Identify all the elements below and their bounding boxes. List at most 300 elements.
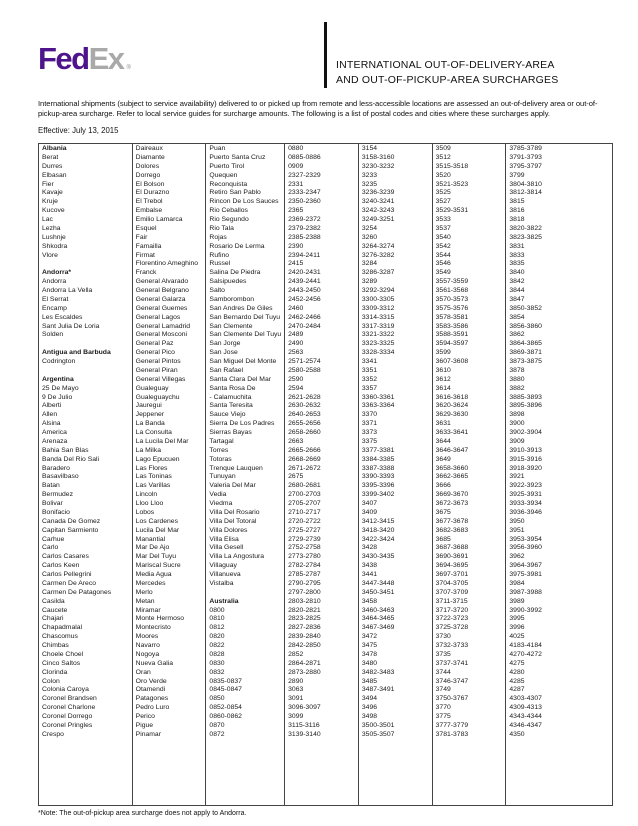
table-cell: Mercedes xyxy=(135,579,166,587)
table-cell: Fair xyxy=(135,233,148,241)
table-cell: 3694-3695 xyxy=(435,562,469,570)
table-cell: 2630-2632 xyxy=(288,402,321,410)
country-heading: Antigua and Barbuda xyxy=(42,349,111,357)
table-cell: 3915-3916 xyxy=(509,455,542,463)
table-cell: 3352 xyxy=(361,375,378,383)
table-cell: Canada De Gomez xyxy=(42,517,101,525)
table-cell: El Trebol xyxy=(135,198,163,206)
table-cell: 3781-3783 xyxy=(435,730,469,738)
table-cell: 0832 xyxy=(209,668,225,676)
table-cell: Nogoya xyxy=(135,650,160,658)
table-cell: Villa Dolores xyxy=(209,526,248,534)
table-cell: Jeppener xyxy=(135,411,165,419)
table-cell: Los Cardenes xyxy=(135,517,178,525)
table-cell: Bonifacio xyxy=(42,508,70,516)
table-cell: Rosario De Lerma xyxy=(209,242,265,250)
table-cell: 3441 xyxy=(361,571,378,578)
table-cell: 3467-3469 xyxy=(361,624,395,632)
table-cell: Solden xyxy=(42,331,64,339)
table-cell: 3091 xyxy=(288,695,304,703)
table-cell: El Durazno xyxy=(135,189,170,197)
table-cell: 2590 xyxy=(288,375,304,383)
table-cell: 4309-4313 xyxy=(509,704,542,712)
table-cell: 3363-3364 xyxy=(361,402,395,410)
table-cell: 3675 xyxy=(435,508,451,516)
table-cell: 3616-3618 xyxy=(435,393,469,401)
table-cell: 3918-3920 xyxy=(509,464,542,472)
table-cell: Puerto Santa Cruz xyxy=(209,153,266,161)
table-cell: 3240-3241 xyxy=(361,198,395,206)
table-cell: 3956-3960 xyxy=(509,544,542,552)
table-cell: 2773-2780 xyxy=(288,553,321,561)
table-cell: 2710-2717 xyxy=(288,508,321,516)
table-cell: 3990-3992 xyxy=(509,606,542,614)
table-cell: Chimbas xyxy=(42,642,69,649)
table-column-5 xyxy=(358,144,432,805)
table-cell: Pigue xyxy=(135,721,154,729)
table-cell: Firmat xyxy=(135,251,155,259)
table-cell: Moores xyxy=(135,633,159,641)
table-cell: Carlos Casares xyxy=(42,553,89,561)
table-cell: Alsina xyxy=(42,420,61,428)
table-cell: 3276-3282 xyxy=(361,251,395,259)
table-cell: Carmen De Patagones xyxy=(42,588,112,596)
table-cell: 3658-3660 xyxy=(435,464,469,472)
table-cell: 3869-3871 xyxy=(509,349,542,357)
table-cell: 3371 xyxy=(361,420,378,428)
table-cell: 3487-3491 xyxy=(361,686,395,694)
table-cell: Santa Teresita xyxy=(209,402,253,410)
table-cell: 3770 xyxy=(435,704,451,712)
table-cell: San Bernardo Del Tuyu xyxy=(209,313,281,321)
table-cell: La Consulta xyxy=(135,429,172,436)
table-cell: San Rafael xyxy=(209,366,244,374)
table-cell: Emilio Lamarca xyxy=(135,216,183,223)
table-cell: 2752-2758 xyxy=(288,544,321,552)
table-cell: Villa Del Rosario xyxy=(209,508,260,516)
table-cell: 3847 xyxy=(509,295,525,303)
table-cell: Banda Del Rio Sali xyxy=(42,455,100,463)
table-cell: 3549 xyxy=(435,269,451,277)
table-cell: Esquel xyxy=(135,224,157,232)
table-cell: Basavilbaso xyxy=(42,473,79,481)
table-cell: Santa Rosa De xyxy=(209,384,256,392)
table-cell: Shkodra xyxy=(42,242,68,250)
table-cell: Coronel Dorrego xyxy=(42,713,93,720)
table-cell: Salto xyxy=(209,287,225,294)
table-cell: 3785-3789 xyxy=(509,145,542,152)
table-cell: 3561-3568 xyxy=(435,287,469,294)
table-cell: 3230-3232 xyxy=(361,162,395,170)
table-cell: 2594 xyxy=(288,384,304,392)
table-cell: Andorra xyxy=(42,278,67,286)
table-cell: 2803-2810 xyxy=(288,597,321,605)
table-cell: 3717-3720 xyxy=(435,606,469,614)
table-cell: 3570-3573 xyxy=(435,295,469,303)
table-cell: 3317-3319 xyxy=(361,322,395,330)
table-cell: Elbasan xyxy=(42,171,67,179)
table-cell: 3812-3814 xyxy=(509,189,542,197)
table-cell: 3447-3448 xyxy=(361,579,395,587)
table-cell: Gualeguaychu xyxy=(135,393,180,401)
table-cell: 3730 xyxy=(435,633,451,641)
table-cell: 9 De Julio xyxy=(42,393,73,401)
table-cell: 3722-3723 xyxy=(435,615,469,623)
table-cell: Las Toninas xyxy=(135,473,172,481)
table-cell: 2621-2628 xyxy=(288,393,321,401)
table-cell: 3795-3797 xyxy=(509,162,542,170)
table-cell: 3249-3251 xyxy=(361,216,395,223)
table-cell: 3614 xyxy=(435,384,451,392)
table-cell: 3460-3463 xyxy=(361,606,395,614)
table-cell: 2790-2795 xyxy=(288,579,321,587)
table-cell: Mar De Ajo xyxy=(135,544,170,552)
table-cell: 3096-3097 xyxy=(288,704,321,712)
table-cell: Famailla xyxy=(135,242,162,250)
table-cell: 3610 xyxy=(435,366,451,374)
table-cell: 3377-3381 xyxy=(361,446,395,454)
table-cell: 3735 xyxy=(435,650,451,658)
table-cell: 25 De Mayo xyxy=(42,384,79,392)
table-cell: 3399-3402 xyxy=(361,491,395,499)
table-cell: 2385-2388 xyxy=(288,233,321,241)
table-cell: 2489 xyxy=(288,331,304,339)
table-cell: 2852 xyxy=(288,650,304,658)
table-cell: 3995 xyxy=(509,615,525,623)
table-cell: Bahia San Blas xyxy=(42,446,89,454)
table-cell: Choele Choel xyxy=(42,650,84,658)
table-cell: 3438 xyxy=(361,562,378,570)
table-cell: 3236-3239 xyxy=(361,189,395,197)
table-cell: 2675 xyxy=(288,473,304,481)
table-cell: 4285 xyxy=(509,677,525,685)
table-cell: 3909 xyxy=(509,437,525,445)
table-cell: 3498 xyxy=(361,713,378,720)
table-cell: San Andres De Giles xyxy=(209,304,273,312)
table-cell: 3063 xyxy=(288,686,304,694)
table-column-7 xyxy=(505,144,612,805)
table-cell: 3682-3683 xyxy=(435,526,469,534)
page-title xyxy=(336,58,596,88)
table-cell: 0830 xyxy=(209,659,225,667)
logo-ex-text: Ex xyxy=(88,41,124,76)
table-cell: 2782-2784 xyxy=(288,562,321,570)
table-cell: 3725-3728 xyxy=(435,624,469,632)
table-cell: General Piran xyxy=(135,366,178,374)
table-cell: Colon xyxy=(42,677,60,685)
table-cell: El Bolson xyxy=(135,180,165,188)
table-cell: General Lamadrid xyxy=(135,322,191,330)
table-cell: 2729-2739 xyxy=(288,535,321,543)
table-cell: 3373 xyxy=(361,429,378,436)
country-heading: Andorra* xyxy=(42,269,72,277)
table-cell: 3422-3424 xyxy=(361,535,395,543)
footnote: *Note: The out-of-pickup area surcharge does not apply to Andorra. xyxy=(38,810,247,817)
table-cell: Lac xyxy=(42,216,53,223)
fedex-logo xyxy=(38,42,131,76)
table-cell: 3328-3334 xyxy=(361,349,395,357)
table-cell: 3583-3586 xyxy=(435,322,469,330)
table-cell: General Belgrano xyxy=(135,287,189,294)
table-cell: 3749 xyxy=(435,686,451,694)
table-cell: San Clemente xyxy=(209,322,253,330)
table-cell: 3292-3294 xyxy=(361,287,395,294)
table-cell: 3823-3825 xyxy=(509,233,542,241)
table-cell: 3880 xyxy=(509,375,525,383)
table-cell: San Jose xyxy=(209,349,238,357)
table-cell: 3099 xyxy=(288,713,304,720)
table-cell: 2700-2703 xyxy=(288,491,321,499)
table-cell: Rio Ceballos xyxy=(209,207,248,215)
table-cell: America xyxy=(42,429,67,436)
table-cell: 3387-3388 xyxy=(361,464,395,472)
table-cell: 4025 xyxy=(509,633,525,641)
table-cell: 2680-2681 xyxy=(288,482,321,490)
table-cell: 3588-3591 xyxy=(435,331,469,339)
table-cell: 2379-2382 xyxy=(288,224,321,232)
table-cell: 3321-3322 xyxy=(361,331,395,339)
table-cell: 3428 xyxy=(361,544,378,552)
table-cell: 3496 xyxy=(361,704,378,712)
table-cell: 2785-2787 xyxy=(288,571,321,578)
table-cell: Florentino Ameghino xyxy=(135,260,199,268)
table-cell: 3925-3931 xyxy=(509,491,542,499)
table-cell: Carhue xyxy=(42,535,65,543)
table-cell: Embalse xyxy=(135,207,163,215)
table-cell: General Pico xyxy=(135,349,175,357)
table-cell: 2390 xyxy=(288,242,304,250)
table-cell: 3690-3691 xyxy=(435,553,469,561)
table-cell: 3816 xyxy=(509,207,525,215)
country-heading: Argentina xyxy=(42,375,74,383)
table-cell: Cinco Saltos xyxy=(42,659,81,667)
table-column-4 xyxy=(284,144,358,805)
table-cell: 3384-3385 xyxy=(361,455,395,463)
table-cell: Kruje xyxy=(42,198,58,206)
table-cell: 3962 xyxy=(509,553,525,561)
table-cell: 3505-3507 xyxy=(361,730,395,738)
table-cell: 3882 xyxy=(509,384,525,392)
table-cell: 4350 xyxy=(509,730,525,738)
table-cell: Valeria Del Mar xyxy=(209,482,256,490)
table-cell: Jauregui xyxy=(135,402,162,410)
table-cell: 3494 xyxy=(361,695,378,703)
table-cell: Dolores xyxy=(135,162,160,170)
table-cell: 3115-3116 xyxy=(288,721,320,729)
title-line-1: INTERNATIONAL OUT-OF-DELIVERY-AREA xyxy=(336,59,555,71)
table-cell: 2460 xyxy=(288,304,304,312)
table-cell: 3649 xyxy=(435,455,451,463)
table-cell: Lobos xyxy=(135,508,155,516)
table-cell: 3546 xyxy=(435,260,451,268)
table-cell: Sierra De Los Padres xyxy=(209,420,275,428)
table-cell: 4270-4272 xyxy=(509,650,542,658)
table-cell: 3323-3325 xyxy=(361,340,395,348)
table-cell: 3139-3140 xyxy=(288,730,321,738)
table-cell: 3472 xyxy=(361,633,378,641)
table-cell: Bermudez xyxy=(42,491,73,499)
table-cell: 3480 xyxy=(361,659,378,667)
table-cell: 2640-2653 xyxy=(288,411,321,419)
table-cell: 3370 xyxy=(361,411,378,419)
table-cell: Metan xyxy=(135,597,155,605)
table-cell: 2720-2722 xyxy=(288,517,321,525)
table-cell: 4280 xyxy=(509,668,525,676)
table-cell: Vlore xyxy=(42,251,58,259)
table-cell: 3557-3559 xyxy=(435,278,469,286)
table-cell: Villanueva xyxy=(209,571,241,578)
table-cell: La Milka xyxy=(135,446,161,454)
table-cell: 3950 xyxy=(509,517,525,525)
table-cell: Monte Hermoso xyxy=(135,615,185,623)
table-cell: 3951 xyxy=(509,526,525,534)
spacer-row xyxy=(42,260,132,269)
table-cell: 0885-0886 xyxy=(288,153,321,161)
table-cell: Daireaux xyxy=(135,145,163,152)
table-cell: Carlo xyxy=(42,544,59,552)
table-cell: 3525 xyxy=(435,189,451,197)
table-cell: Alberti xyxy=(42,402,62,410)
table-cell: Montecristo xyxy=(135,624,171,632)
table-cell: 3831 xyxy=(509,242,525,250)
table-cell: El Serrat xyxy=(42,295,69,303)
table-cell: 3478 xyxy=(361,650,378,658)
table-cell: 3520 xyxy=(435,171,451,179)
table-cell: 4287 xyxy=(509,686,525,694)
table-cell: Coronel Pringles xyxy=(42,721,93,729)
table-cell: San Jorge xyxy=(209,340,241,348)
table-cell: 2705-2707 xyxy=(288,500,321,507)
table-cell: 3862 xyxy=(509,331,525,339)
table-cell: Pinamar xyxy=(135,730,161,738)
table-cell: Arenaza xyxy=(42,437,68,445)
table-cell: Clorinda xyxy=(42,668,68,676)
table-cell: 3744 xyxy=(435,668,451,676)
table-cell: 3669-3670 xyxy=(435,491,469,499)
table-cell: 3629-3630 xyxy=(435,411,469,419)
table-cell: Trenque Lauquen xyxy=(209,464,263,472)
table-cell: 3984 xyxy=(509,579,525,587)
table-cell: 2655-2656 xyxy=(288,420,321,428)
table-cell: Durres xyxy=(42,162,63,170)
table-cell: 2333-2347 xyxy=(288,189,321,197)
header-divider xyxy=(324,22,327,88)
table-cell: 3418-3420 xyxy=(361,526,395,534)
table-cell: 2415 xyxy=(288,260,304,268)
table-cell: Carlos Keen xyxy=(42,562,80,570)
spacer-row xyxy=(42,340,132,349)
table-cell: General Paz xyxy=(135,340,174,348)
table-cell: Casilda xyxy=(42,597,65,605)
table-cell: 3599 xyxy=(435,349,451,357)
table-cell: 3777-3779 xyxy=(435,721,469,729)
table-cell: Sant Julia De Loria xyxy=(42,322,100,330)
table-cell: 3864-3865 xyxy=(509,340,542,348)
table-cell: 3500-3501 xyxy=(361,721,395,729)
table-cell: 3933-3934 xyxy=(509,500,542,507)
table-cell: Tunuyan xyxy=(209,473,236,481)
table-cell: 3533 xyxy=(435,216,451,223)
table-cell: Quequen xyxy=(209,171,238,179)
table-cell: Reconquista xyxy=(209,180,248,188)
table-cell: 2842-2850 xyxy=(288,642,321,649)
table-cell: 0860-0862 xyxy=(209,713,242,720)
table-cell: Torres xyxy=(209,446,229,454)
table-cell: 3607-3608 xyxy=(435,358,469,365)
table-cell: 2452-2456 xyxy=(288,295,321,303)
table-cell: 3662-3665 xyxy=(435,473,469,481)
table-cell: 4343-4344 xyxy=(509,713,542,720)
table-cell: 3509 xyxy=(435,145,451,152)
table-cell: Navarro xyxy=(135,642,160,649)
table-cell: 3360-3361 xyxy=(361,393,395,401)
table-cell: 0880 xyxy=(288,145,304,152)
table-cell: 3485 xyxy=(361,677,378,685)
table-cell: 3390-3393 xyxy=(361,473,395,481)
table-cell: Caucete xyxy=(42,606,68,614)
table-cell: 3527 xyxy=(435,198,451,206)
table-cell: Dorrego xyxy=(135,171,161,179)
country-heading: Albania xyxy=(42,145,67,152)
table-cell: 3936-3946 xyxy=(509,508,542,516)
table-cell: Manantial xyxy=(135,535,166,543)
logo-registered-mark: ® xyxy=(126,65,131,71)
table-cell: 3732-3733 xyxy=(435,642,469,649)
table-cell: 0820 xyxy=(209,633,225,641)
table-cell: Les Escaldes xyxy=(42,313,83,321)
table-cell: 4275 xyxy=(509,659,525,667)
table-cell: 3854 xyxy=(509,313,525,321)
table-cell: 0872 xyxy=(209,730,225,738)
table-cell: 3395-3396 xyxy=(361,482,395,490)
table-cell: 2873-2880 xyxy=(288,668,321,676)
table-cell: 3791-3793 xyxy=(509,153,542,161)
table-cell: 4303-4307 xyxy=(509,695,542,703)
table-cell: Vistalba xyxy=(209,579,234,587)
table-cell: 2668-2669 xyxy=(288,455,321,463)
table-cell: Rojas xyxy=(209,233,227,241)
table-column-2 xyxy=(132,144,206,805)
table-cell: 3704-3705 xyxy=(435,579,469,587)
table-cell: 2394-2411 xyxy=(288,251,321,259)
table-cell: Villa Gesell xyxy=(209,544,244,552)
table-cell: 2839-2840 xyxy=(288,633,321,641)
table-cell: 3842 xyxy=(509,278,525,286)
table-cell: 3677-3678 xyxy=(435,517,469,525)
table-cell: 3878 xyxy=(509,366,525,374)
table-cell: 3873-3875 xyxy=(509,358,542,365)
table-cell: 3922-3923 xyxy=(509,482,542,490)
table-cell: 3284 xyxy=(361,260,378,268)
table-cell: 3687-3688 xyxy=(435,544,469,552)
table-cell: 3989 xyxy=(509,597,525,605)
table-cell: Puan xyxy=(209,145,226,152)
table-cell: 3644 xyxy=(435,437,451,445)
table-cell: 3529-3531 xyxy=(435,207,469,215)
table-cell: San Clemente Del Tuyu xyxy=(209,331,282,339)
table-cell: 3910-3913 xyxy=(509,446,542,454)
table-cell: 2671-2672 xyxy=(288,464,321,472)
table-cell: Lucila Del Mar xyxy=(135,526,180,534)
table-cell: 2470-2484 xyxy=(288,322,321,330)
table-cell: 0909 xyxy=(288,162,304,170)
table-column-6 xyxy=(432,144,506,805)
table-cell: 3833 xyxy=(509,251,525,259)
table-cell: 0845-0847 xyxy=(209,686,242,694)
table-cell: Coronel Brandsen xyxy=(42,695,97,703)
table-cell: 3512 xyxy=(435,153,451,161)
table-cell: 3737-3741 xyxy=(435,659,469,667)
